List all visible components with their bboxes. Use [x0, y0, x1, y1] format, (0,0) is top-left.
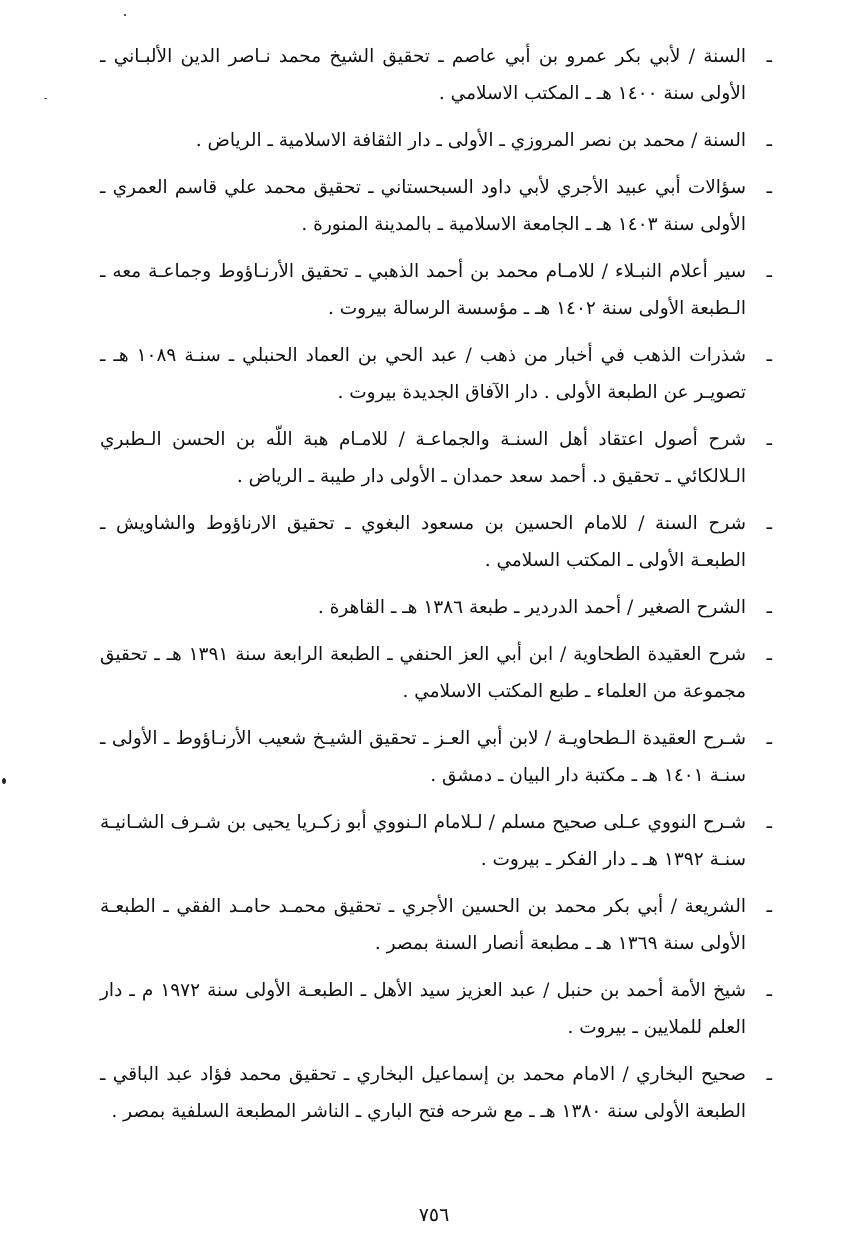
- entry-text: شيخ الأمة أحمد بن حنبل / عبد العزيز سيد الأهل ـ الطبعـة الأولى سنة ١٩٧٢ م ـ دار العلم للملايين ـ بيروت .: [100, 980, 746, 1038]
- entry-text: سؤالات أبي عبيد الأجري لأبي داود السبحستاني ـ تحقيق محمد علي قاسم العمري ـ الأولى سنة ١٤٠٣ هـ ـ الجامعة الاسلامية ـ بالمدينة المنورة .: [100, 177, 746, 235]
- scan-speck: [124, 14, 126, 16]
- entry-text: شذرات الذهب في أخبار من ذهب / عبد الحي بن العماد الحنبلي ـ سنـة ١٠٨٩ هـ ـ تصويـر عن الطبعة الأولى . دار الآفاق الجديدة بيروت .: [100, 345, 747, 403]
- entry-dash: ـ: [766, 429, 772, 450]
- entry-dash: ـ: [766, 513, 772, 534]
- scan-speck: [44, 98, 47, 99]
- bibliography-entry: [100, 122, 772, 159]
- bibliography-entry: [100, 505, 772, 579]
- entry-text: سير أعلام النبـلاء / للامـام محمد بن أحمد الذهبي ـ تحقيق الأرنـاؤوط وجماعـة معه ـ الـطبعة الأولى سنة ١٤٠٢ هـ ـ مؤسسة الرسالة بيروت .: [100, 261, 746, 319]
- bibliography-entry: [100, 253, 772, 327]
- scan-speck: [2, 778, 6, 784]
- bibliography-entry: [100, 804, 772, 878]
- entry-text: الشرح الصغير / أحمد الدردير ـ طبعة ١٣٨٦ هـ ـ القاهرة .: [317, 597, 746, 618]
- entry-dash: ـ: [766, 812, 772, 833]
- entry-dash: ـ: [766, 1064, 772, 1085]
- bibliography-entry: [100, 720, 772, 794]
- bibliography-entry: [100, 1056, 772, 1130]
- entry-text: شرح السنة / للامام الحسين بن مسعود البغوي ـ تحقيق الارناؤوط والشاويش ـ الطبعـة الأولى ـ المكتب السلامي .: [100, 513, 746, 571]
- entry-dash: ـ: [766, 597, 772, 618]
- entry-dash: ـ: [766, 130, 772, 151]
- entry-dash: ـ: [766, 980, 772, 1001]
- entry-text: الشريعة / أبي بكر محمد بن الحسين الأجري ـ تحقيق محمـد حامـد الفقي ـ الطبعـة الأولى سنة ١٣٦٩ هـ ـ مطبعة أنصار السنة بمصر .: [100, 896, 746, 954]
- entry-text: صحيح البخاري / الامام محمد بن إسماعيل البخاري ـ تحقيق محمد فؤاد عبد الباقي ـ الطبعة الأولى سنة ١٣٨٠ هـ ـ مع شرحه فتح الباري ـ الناشر المطبعة السلفية بمصر .: [100, 1064, 746, 1122]
- entry-text: السنة / محمد بن نصر المروزي ـ الأولى ـ دار الثقافة الاسلامية ـ الرياض .: [195, 130, 746, 151]
- bibliography-entry: [100, 38, 772, 112]
- bibliography-entry: [100, 589, 772, 626]
- bibliography-entry: [100, 972, 772, 1046]
- entry-text: شـرح النووي عـلى صحيح مسلم / لـلامام الـنووي أبو زكـريا يحيى بن شـرف الشـانيـة سنـة ١٣٩٢ هـ ـ دار الفكر ـ بيروت .: [100, 812, 746, 870]
- entry-text: شرح أصول اعتقاد أهل السنـة والجماعـة / للامـام هبة اللّه بن الحسن الـطبري الـلالكائي ـ تحقيق د. أحمد سعد حمدان ـ الأولى دار طيبة ـ الرياض .: [100, 429, 746, 487]
- entry-dash: ـ: [766, 46, 772, 67]
- bibliography-entry: [100, 636, 772, 710]
- bibliography-entry: [100, 169, 772, 243]
- bibliography-entry: [100, 337, 772, 411]
- bibliography-list: [100, 38, 772, 1140]
- bibliography-entry: [100, 888, 772, 962]
- entry-dash: ـ: [766, 896, 772, 917]
- entry-text: السنة / لأبي بكر عمرو بن أبي عاصم ـ تحقيق الشيخ محمد نـاصر الدين الألبـاني ـ الأولى سنة ١٤٠٠ هـ ـ المكتب الاسلامي .: [100, 46, 746, 104]
- entry-dash: ـ: [766, 261, 772, 282]
- entry-dash: ـ: [766, 644, 772, 665]
- entry-dash: ـ: [766, 177, 772, 198]
- entry-text: شـرح العقيدة الـطحاويـة / لابن أبي العـز ـ تحقيق الشيـخ شعيب الأرنـاؤوط ـ الأولى ـ سنـة ١٤٠١ هـ ـ مكتبة دار البيان ـ دمشق .: [100, 728, 746, 786]
- page-number: ٧٥٦: [418, 1204, 450, 1226]
- bibliography-entry: [100, 421, 772, 495]
- entry-text: شرح العقيدة الطحاوية / ابن أبي العز الحنفي ـ الطبعة الرابعة سنة ١٣٩١ هـ ـ تحقيق مجموعة من العلماء ـ طبع المكتب الاسلامي .: [100, 644, 746, 702]
- entry-dash: ـ: [766, 728, 772, 749]
- entry-dash: ـ: [766, 345, 772, 366]
